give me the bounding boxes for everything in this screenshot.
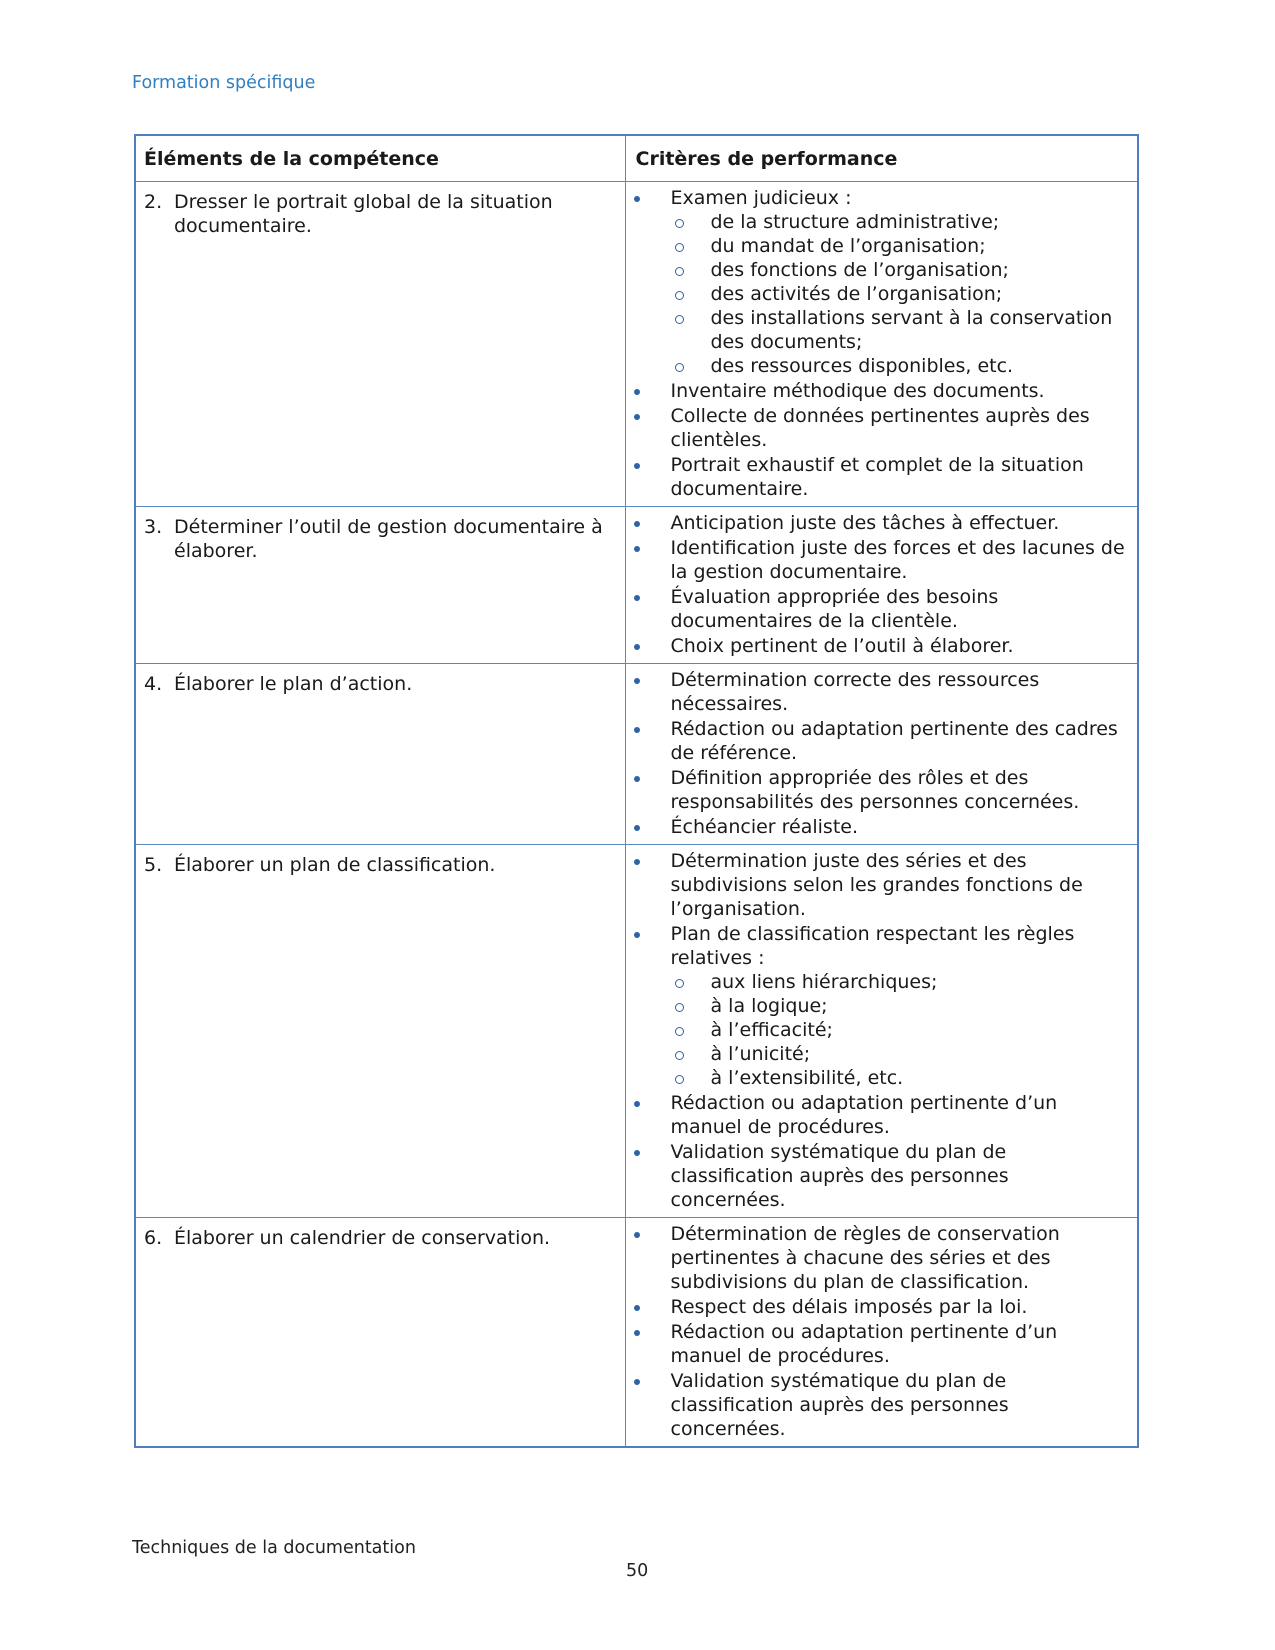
bullet-icon — [634, 678, 640, 684]
criterion-item — [634, 1320, 1130, 1368]
criterion-text: Choix pertinent de l’outil à élaborer. — [670, 635, 1014, 657]
bullet-icon — [634, 1232, 640, 1238]
criterion-item — [634, 668, 1130, 716]
criterion-item — [634, 1369, 1130, 1441]
bullet-icon — [634, 932, 640, 938]
criteria-cell — [625, 507, 1138, 664]
criterion-text: Évaluation appropriée des besoins documentaires de la clientèle. — [670, 586, 999, 632]
table-row — [135, 1218, 1138, 1448]
bullet-icon — [634, 776, 640, 782]
criteria-list — [634, 186, 1130, 501]
criteria-cell — [625, 664, 1138, 845]
criterion-text: Validation systématique du plan de classification auprès des personnes concernées. — [670, 1370, 1009, 1440]
criterion-item — [634, 453, 1130, 501]
criteria-cell — [625, 845, 1138, 1218]
sub-criterion-item — [671, 234, 1130, 258]
bullet-icon — [634, 825, 640, 831]
sub-criterion-item — [671, 258, 1130, 282]
table-row — [135, 182, 1138, 507]
competence-table — [134, 134, 1139, 1448]
criterion-text: Collecte de données pertinentes auprès des clientèles. — [670, 405, 1090, 451]
sub-criterion-text: à la logique; — [710, 995, 828, 1017]
criterion-item — [634, 815, 1130, 839]
footer-title: Techniques de la documentation — [132, 1538, 416, 1558]
hollow-bullet-icon — [675, 243, 684, 252]
sub-criteria-list — [671, 210, 1130, 378]
sub-criterion-item — [671, 354, 1130, 378]
element-cell — [135, 507, 625, 664]
criterion-item — [634, 585, 1130, 633]
element-text: Élaborer le plan d’action. — [174, 673, 413, 695]
bullet-icon — [634, 463, 640, 469]
table-header-row — [135, 135, 1138, 182]
element-item — [144, 190, 617, 238]
table-row — [135, 845, 1138, 1218]
hollow-bullet-icon — [675, 267, 684, 276]
criterion-text: Portrait exhaustif et complet de la situation documentaire. — [670, 454, 1084, 500]
criterion-text: Échéancier réaliste. — [670, 816, 858, 838]
sub-criterion-item — [671, 1042, 1130, 1066]
criterion-item — [634, 766, 1130, 814]
criteria-list — [634, 511, 1130, 658]
criteria-list — [634, 849, 1130, 1212]
criterion-text: Détermination de règles de conservation pertinentes à chacune des séries et des subdivisions du plan de classification. — [670, 1223, 1060, 1293]
element-text: Élaborer un calendrier de conservation. — [174, 1227, 551, 1249]
bullet-icon — [634, 1330, 640, 1336]
hollow-bullet-icon — [675, 1027, 684, 1036]
sub-criterion-item — [671, 210, 1130, 234]
bullet-icon — [634, 1101, 640, 1107]
criterion-item — [634, 717, 1130, 765]
hollow-bullet-icon — [675, 1003, 684, 1012]
sub-criterion-text: à l’unicité; — [710, 1043, 811, 1065]
sub-criterion-item — [671, 994, 1130, 1018]
criterion-text: Inventaire méthodique des documents. — [670, 380, 1045, 402]
criterion-text: Détermination correcte des ressources nécessaires. — [670, 669, 1040, 715]
hollow-bullet-icon — [675, 1075, 684, 1084]
criterion-item — [634, 634, 1130, 658]
hollow-bullet-icon — [675, 1051, 684, 1060]
column-header-elements: Éléments de la compétence — [135, 135, 625, 182]
bullet-icon — [634, 1305, 640, 1311]
table-row — [135, 507, 1138, 664]
criterion-item — [634, 1295, 1130, 1319]
element-number: 4. — [144, 673, 163, 695]
sub-criterion-text: des activités de l’organisation; — [710, 283, 1003, 305]
criterion-text: Plan de classification respectant les règles relatives : — [670, 923, 1075, 969]
criterion-item — [634, 511, 1130, 535]
criterion-item — [634, 1222, 1130, 1294]
criterion-item — [634, 186, 1130, 378]
criterion-item — [634, 1140, 1130, 1212]
element-cell — [135, 664, 625, 845]
bullet-icon — [634, 389, 640, 395]
hollow-bullet-icon — [675, 979, 684, 988]
bullet-icon — [634, 595, 640, 601]
criterion-text: Détermination juste des séries et des subdivisions selon les grandes fonctions de l’organisation. — [670, 850, 1083, 920]
bullet-icon — [634, 727, 640, 733]
element-item — [144, 853, 617, 877]
criterion-text: Identification juste des forces et des lacunes de la gestion documentaire. — [670, 537, 1125, 583]
sub-criterion-item — [671, 1018, 1130, 1042]
column-header-criteria: Critères de performance — [625, 135, 1138, 182]
element-number: 5. — [144, 854, 163, 876]
bullet-icon — [634, 196, 640, 202]
sub-criterion-text: de la structure administrative; — [710, 211, 1000, 233]
sub-criterion-text: à l’efficacité; — [710, 1019, 833, 1041]
element-cell — [135, 182, 625, 507]
criterion-text: Validation systématique du plan de classification auprès des personnes concernées. — [670, 1141, 1009, 1211]
bullet-icon — [634, 521, 640, 527]
element-number: 6. — [144, 1227, 163, 1249]
page-number: 50 — [626, 1561, 649, 1581]
element-number: 2. — [144, 191, 163, 213]
sub-criterion-text: des installations servant à la conservation des documents; — [710, 307, 1113, 353]
hollow-bullet-icon — [675, 291, 684, 300]
hollow-bullet-icon — [675, 363, 684, 372]
table-row — [135, 664, 1138, 845]
sub-criterion-item — [671, 970, 1130, 994]
sub-criterion-item — [671, 1066, 1130, 1090]
bullet-icon — [634, 1150, 640, 1156]
bullet-icon — [634, 546, 640, 552]
hollow-bullet-icon — [675, 219, 684, 228]
criteria-list — [634, 1222, 1130, 1441]
criterion-text: Respect des délais imposés par la loi. — [670, 1296, 1028, 1318]
element-item — [144, 1226, 617, 1250]
sub-criterion-item — [671, 306, 1130, 354]
criterion-text: Rédaction ou adaptation pertinente d’un manuel de procédures. — [670, 1321, 1058, 1367]
criteria-cell — [625, 1218, 1138, 1448]
sub-criterion-text: du mandat de l’organisation; — [710, 235, 986, 257]
bullet-icon — [634, 414, 640, 420]
sub-criterion-text: des ressources disponibles, etc. — [710, 355, 1014, 377]
criterion-item — [634, 849, 1130, 921]
sub-criterion-item — [671, 282, 1130, 306]
element-cell — [135, 1218, 625, 1448]
element-item — [144, 515, 617, 563]
criterion-text: Rédaction ou adaptation pertinente d’un manuel de procédures. — [670, 1092, 1058, 1138]
element-text: Élaborer un plan de classification. — [174, 854, 496, 876]
sub-criterion-text: à l’extensibilité, etc. — [710, 1067, 904, 1089]
sub-criterion-text: des fonctions de l’organisation; — [710, 259, 1009, 281]
criterion-item — [634, 922, 1130, 1090]
criterion-item — [634, 1091, 1130, 1139]
criterion-text: Anticipation juste des tâches à effectuer. — [670, 512, 1060, 534]
element-text: Dresser le portrait global de la situation documentaire. — [174, 191, 553, 237]
criterion-text: Définition appropriée des rôles et des responsabilités des personnes concernées. — [670, 767, 1080, 813]
element-cell — [135, 845, 625, 1218]
criteria-cell — [625, 182, 1138, 507]
criterion-item — [634, 536, 1130, 584]
element-text: Déterminer l’outil de gestion documentaire à élaborer. — [174, 516, 603, 562]
criterion-item — [634, 404, 1130, 452]
sub-criteria-list — [671, 970, 1130, 1090]
bullet-icon — [634, 859, 640, 865]
sub-criterion-text: aux liens hiérarchiques; — [710, 971, 938, 993]
criterion-item — [634, 379, 1130, 403]
element-number: 3. — [144, 516, 163, 538]
page-header-title: Formation spécifique — [132, 73, 316, 93]
table-body — [135, 182, 1138, 1448]
hollow-bullet-icon — [675, 315, 684, 324]
bullet-icon — [634, 644, 640, 650]
criterion-text: Rédaction ou adaptation pertinente des cadres de référence. — [670, 718, 1118, 764]
element-item — [144, 672, 617, 696]
criterion-text: Examen judicieux : — [670, 187, 852, 209]
criteria-list — [634, 668, 1130, 839]
bullet-icon — [634, 1379, 640, 1385]
